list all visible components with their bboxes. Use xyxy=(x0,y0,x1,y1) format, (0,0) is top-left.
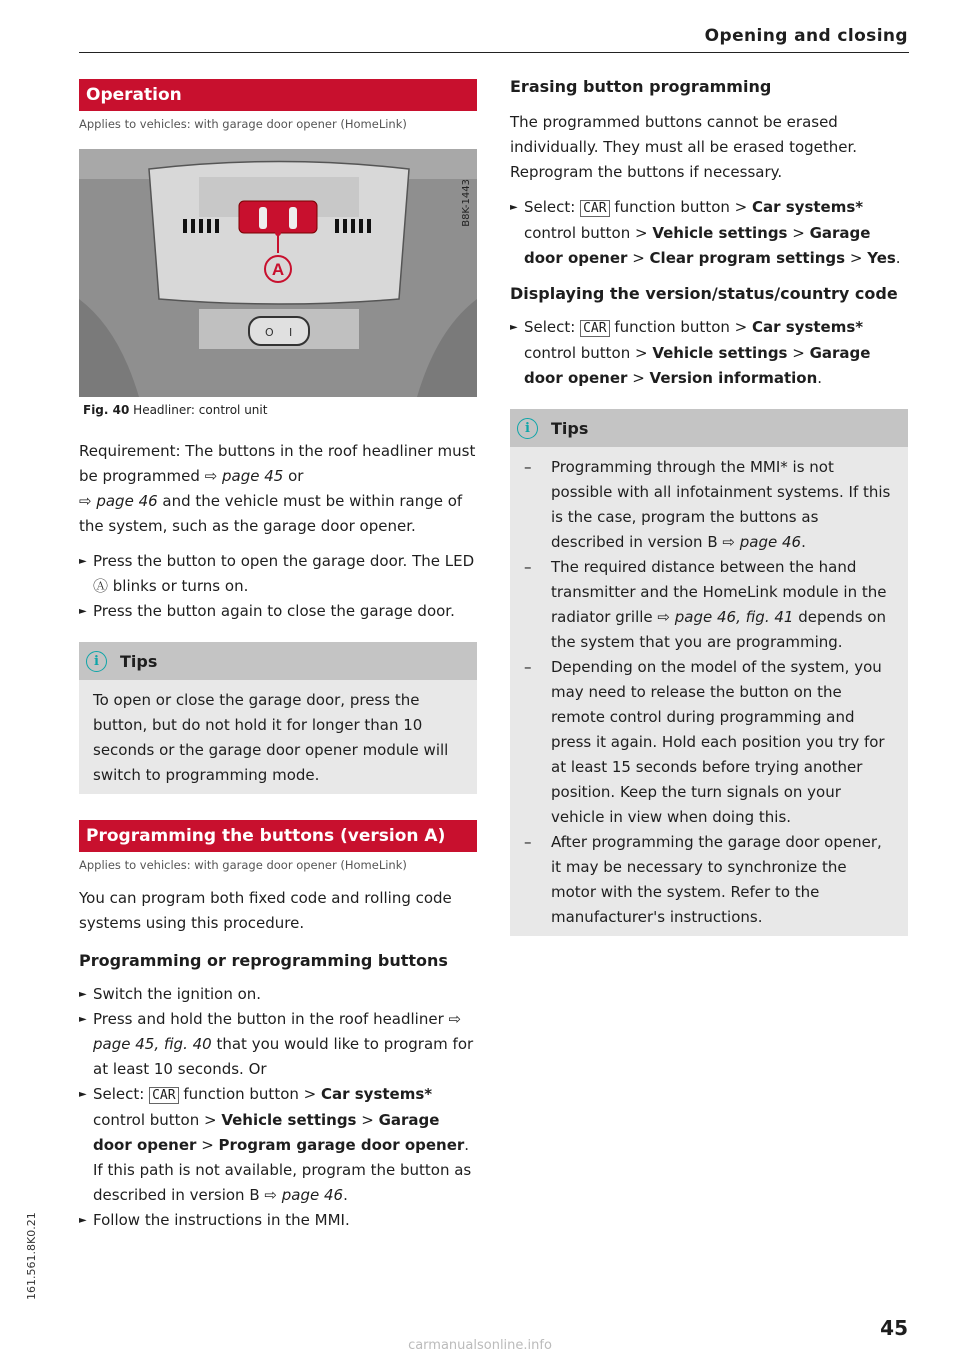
list-item: ► Follow the instructions in the MMI. xyxy=(79,1208,477,1233)
list-item: ► Select: CAR function button > Car systems* control button > Vehicle settings > Garage door opener > Clear program settings > Yes. xyxy=(510,195,908,271)
bullet-icon: ► xyxy=(79,1089,87,1100)
svg-text:I: I xyxy=(289,326,293,339)
requirement-text: Requirement: The buttons in the roof headliner must be programmed ⇨ page 45 or ⇨ page 46 and the vehicle must be within range of the system, such as the garage door opener. xyxy=(79,442,476,535)
section-title-operation: Operation xyxy=(79,79,477,111)
page-ref[interactable]: ⇨ page 46 xyxy=(79,492,158,510)
programming-steps xyxy=(79,982,477,1233)
tips-list xyxy=(524,455,896,930)
watermark: carmanualsonline.info xyxy=(408,1338,552,1353)
bullet-icon: ► xyxy=(79,556,87,567)
info-icon: i xyxy=(86,651,107,672)
figure-caption-text: Headliner: control unit xyxy=(133,403,268,417)
subheading-erasing: Erasing button programming xyxy=(510,77,772,96)
erasing-text: The programmed buttons cannot be erased individually. They must all be erased together. Reprogram the buttons if necessary. xyxy=(510,113,858,181)
list-item: – Programming through the MMI* is not possible with all infotainment systems. If this is the case, program the buttons as described in version B ⇨ page 46. xyxy=(524,458,891,551)
operation-steps xyxy=(79,549,477,624)
list-item: ► Select: CAR function button > Car systems* control button > Vehicle settings > Garage door opener > Version information. xyxy=(510,315,908,391)
bullet-icon: ► xyxy=(510,322,518,333)
headliner-illustration xyxy=(79,149,477,397)
list-item: ► Select: CAR function button > Car systems* control button > Vehicle settings > Garage door opener > Program garage door opener. If this path is not available, program the button as described in version B ⇨ page 46. xyxy=(79,1082,477,1208)
list-item: ► Press the button again to close the garage door. xyxy=(79,599,477,624)
page-ref[interactable]: ⇨ page 46 xyxy=(722,533,802,551)
list-item: ► Switch the ignition on. xyxy=(79,982,477,1007)
header-rule xyxy=(79,52,909,53)
figure-caption xyxy=(79,397,477,423)
bullet-icon: ► xyxy=(79,1215,87,1226)
tips-text: To open or close the garage door, press the button, but do not hold it for longer than 10 seconds or the garage door opener module will switch to programming mode. xyxy=(93,691,449,784)
right-column xyxy=(510,76,908,936)
programming-intro: You can program both fixed code and rolling code systems using this procedure. xyxy=(79,889,452,932)
bullet-icon: ► xyxy=(510,202,518,213)
page-ref[interactable]: ⇨ page 46 xyxy=(264,1186,344,1204)
page-number: 45 xyxy=(880,1316,908,1340)
bullet-icon: ► xyxy=(79,989,87,1000)
page-ref[interactable]: ⇨ page 45, fig. 40 xyxy=(93,1010,462,1053)
displaying-steps xyxy=(510,315,908,391)
list-item: ► Press and hold the button in the roof headliner ⇨ page 45, fig. 40 that you would like to program for at least 10 seconds. Or xyxy=(79,1007,477,1082)
subheading-programming: Programming or reprogramming buttons xyxy=(79,951,448,970)
tips-title: Tips xyxy=(120,651,158,671)
section-title-programming: Programming the buttons (version A) xyxy=(79,820,477,852)
car-key-label: CAR xyxy=(149,1087,178,1104)
car-key-label: CAR xyxy=(580,200,609,217)
tips-header xyxy=(510,409,908,447)
subheading-displaying: Displaying the version/status/country code xyxy=(510,284,898,303)
led-label: A xyxy=(271,260,285,279)
left-column xyxy=(79,79,477,1243)
applies-note: Applies to vehicles: with garage door opener (HomeLink) xyxy=(79,117,407,131)
list-item: – Depending on the model of the system, you may need to release the button on the remote control during programming and press it again. Hold each position you try for at least 15 seconds before trying another position. Keep the turn signals on your vehicle in view when doing this. xyxy=(524,658,885,826)
header-title: Opening and closing xyxy=(704,26,908,46)
bullet-icon: ► xyxy=(79,606,87,617)
applies-note: Applies to vehicles: with garage door opener (HomeLink) xyxy=(79,858,407,872)
tips-box xyxy=(510,409,908,936)
list-item: ► Press the button to open the garage door. The LED Ⓐ blinks or turns on. xyxy=(79,549,477,599)
side-code: 161.561.8K0.21 xyxy=(25,1212,38,1300)
list-item: – The required distance between the hand transmitter and the HomeLink module in the radiator grille ⇨ page 46, fig. 41 depends on the system that you are programming. xyxy=(524,558,887,651)
erasing-steps xyxy=(510,195,908,271)
svg-text:O: O xyxy=(265,326,274,339)
car-key-label: CAR xyxy=(580,320,609,337)
figure-caption-number: Fig. 40 xyxy=(83,403,130,417)
info-icon: i xyxy=(517,418,538,439)
tips-box xyxy=(79,642,477,794)
page-ref[interactable]: ⇨ page 46, fig. 41 xyxy=(657,608,794,626)
bullet-icon: ► xyxy=(79,1014,87,1025)
figure-headliner xyxy=(79,149,477,397)
figure-code: B8K-1443 xyxy=(461,179,472,227)
tips-title: Tips xyxy=(551,418,589,438)
page-ref[interactable]: ⇨ page 45 xyxy=(204,467,284,485)
list-item: – After programming the garage door opener, it may be necessary to synchronize the motor with the system. Refer to the manufacturer's instructions. xyxy=(524,833,882,926)
tips-header xyxy=(79,642,477,680)
